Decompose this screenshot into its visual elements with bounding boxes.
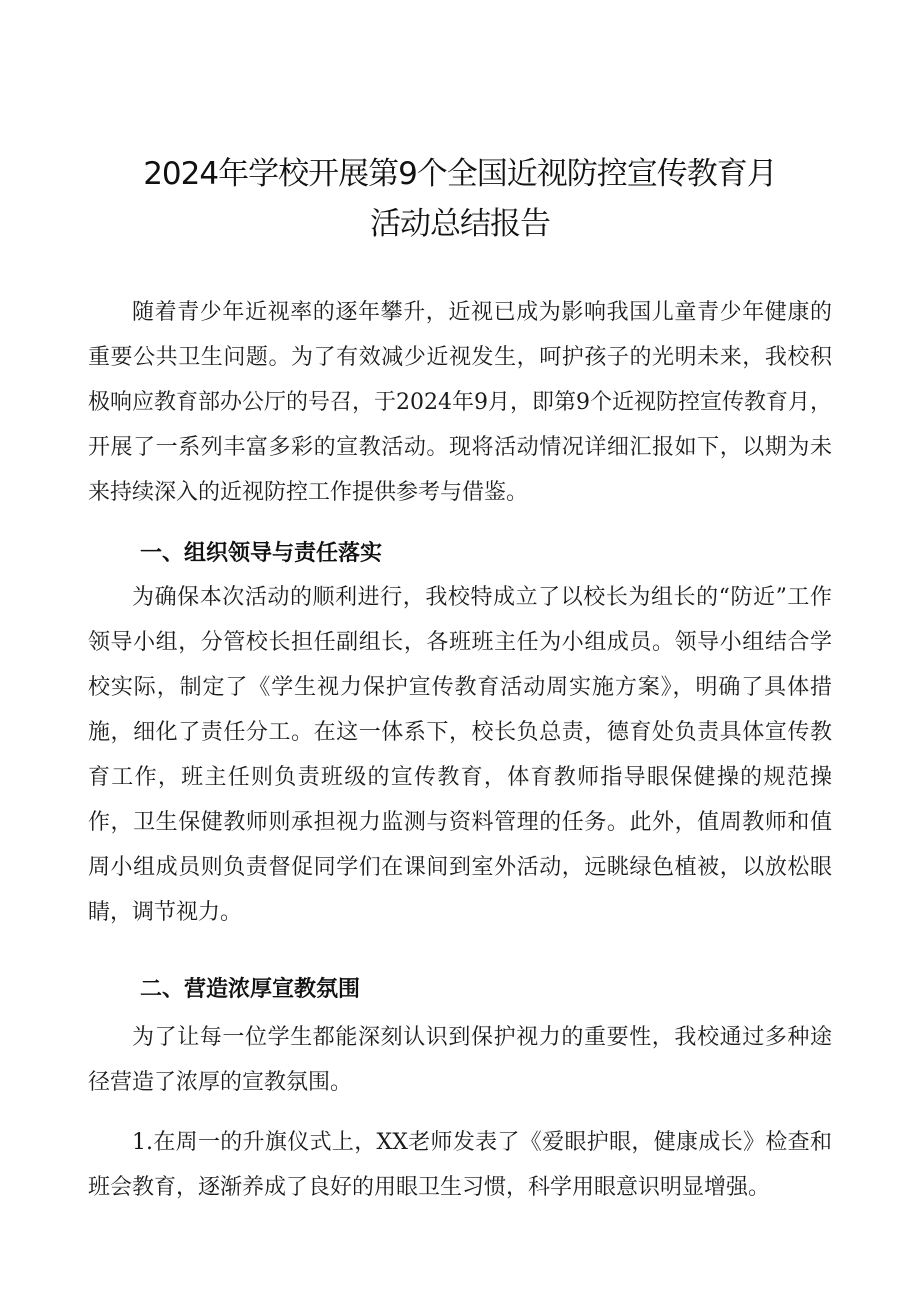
intro-paragraph: 随着青少年近视率的逐年攀升，近视已成为影响我国儿童青少年健康的重要公共卫生问题。为了有效减少近视发生，呵护孩子的光明未来，我校积极响应教育部办公厅的号召，于2024年9月，即第9个近视防控宣传教育月，开展了一系列丰富多彩的宣教活动。现将活动情况详细汇报如下，以期为未来持续深入的近视防控工作提供参考与借鉴。 bbox=[88, 300, 832, 505]
document-title-line-2: 活动总结报告 bbox=[370, 206, 550, 242]
document-title-line-1: 2024年学校开展第9个全国近视防控宣传教育月 bbox=[143, 156, 777, 192]
section-2-paragraph: 为了让每一位学生都能深刻认识到保护视力的重要性，我校通过多种途径营造了浓厚的宣教氛围。 bbox=[88, 1025, 832, 1095]
section-2-heading: 二、营造浓厚宣教氛围 bbox=[140, 977, 361, 1002]
list-item-1: 1.在周一的升旗仪式上，XX老师发表了《爱眼护眼，健康成长》检查和班会教育，逐渐养成了良好的用眼卫生习惯，科学用眼意识明显增强。 bbox=[88, 1130, 832, 1200]
section-1-paragraph: 为确保本次活动的顺利进行，我校特成立了以校长为组长的“防近”工作领导小组，分管校长担任副组长，各班班主任为小组成员。领导小组结合学校实际，制定了《学生视力保护宣传教育活动周实施方案》，明确了具体措施，细化了责任分工。在这一体系下，校长负总责，德育处负责具体宣传教育工作，班主任则负责班级的宣传教育，体育教师指导眼保健操的规范操作，卫生保健教师则承担视力监测与资料管理的任务。此外，值周教师和值周小组成员则负责督促同学们在课间到室外活动，远眺绿色植被，以放松眼睛，调节视力。 bbox=[88, 585, 832, 925]
section-1-heading: 一、组织领导与责任落实 bbox=[140, 541, 383, 566]
